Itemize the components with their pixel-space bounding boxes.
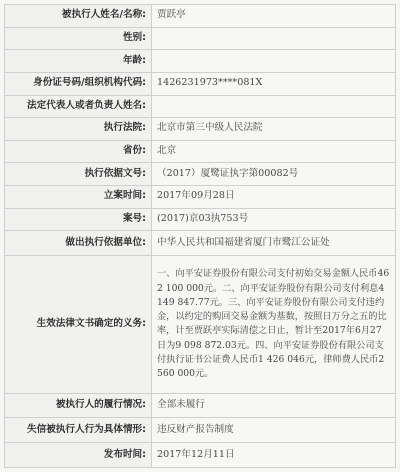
- row-basis-doc-no: [5, 163, 396, 186]
- value-publish-date: 2017年12月11日: [152, 443, 396, 468]
- label-gender: 性别:: [5, 27, 152, 50]
- row-name: [5, 5, 396, 28]
- label-obligations: 生效法律文书确定的义务:: [5, 255, 152, 393]
- row-court: [5, 118, 396, 141]
- value-case-no: (2017)京03执753号: [152, 208, 396, 231]
- row-legal-rep: [5, 95, 396, 118]
- label-dishonest-behavior: 失信被执行人行为具体情形:: [5, 418, 152, 443]
- row-case-no: [5, 208, 396, 231]
- value-province: 北京: [152, 140, 396, 163]
- value-court: 北京市第三中级人民法院: [152, 118, 396, 141]
- row-obligations: [5, 255, 396, 393]
- row-dishonest-behavior: [5, 418, 396, 443]
- value-legal-rep: [152, 95, 396, 118]
- value-age: [152, 50, 396, 73]
- row-performance: [5, 393, 396, 418]
- row-province: [5, 140, 396, 163]
- label-filing-date: 立案时间:: [5, 186, 152, 209]
- row-age: [5, 50, 396, 73]
- label-legal-rep: 法定代表人或者负责人姓名:: [5, 95, 152, 118]
- label-performance: 被执行人的履行情况:: [5, 393, 152, 418]
- label-province: 省份:: [5, 140, 152, 163]
- value-name: 贾跃亭: [152, 5, 396, 28]
- row-publish-date: [5, 443, 396, 468]
- value-issuing-unit: 中华人民共和国福建省厦门市鹭江公证处: [152, 231, 396, 256]
- label-issuing-unit: 做出执行依据单位:: [5, 231, 152, 256]
- label-publish-date: 发布时间:: [5, 443, 152, 468]
- value-gender: [152, 27, 396, 50]
- row-gender: [5, 27, 396, 50]
- value-id-number: 1426231973****081X: [152, 72, 396, 95]
- label-id-number: 身份证号码/组织机构代码:: [5, 72, 152, 95]
- value-performance: 全部未履行: [152, 393, 396, 418]
- row-issuing-unit: [5, 231, 396, 256]
- label-case-no: 案号:: [5, 208, 152, 231]
- label-court: 执行法院:: [5, 118, 152, 141]
- record-table: [4, 4, 396, 468]
- value-basis-doc-no: （2017）厦鹭证执字第00082号: [152, 163, 396, 186]
- label-name: 被执行人姓名/名称:: [5, 5, 152, 28]
- value-dishonest-behavior: 违反财产报告制度: [152, 418, 396, 443]
- value-filing-date: 2017年09月28日: [152, 186, 396, 209]
- label-age: 年龄:: [5, 50, 152, 73]
- value-obligations: 一、向平安证券股份有限公司支付初始交易金额人民币462 100 000元。二、向平安证券股份有限公司支付利息4 149 847.77元。三、向平安证券股份有限公司支付违约金，以约定的购回交易金额为基数，按照日万分之五的比率，计至贾跃亭实际清偿之日止，暂计至2017年6月27日为9 098 872.03元。四、向平安证券股份有限公司支付执行证书公证费人民币1 426 046元，律师费人民币2 560 000元。: [152, 255, 396, 393]
- row-id-number: [5, 72, 396, 95]
- row-filing-date: [5, 186, 396, 209]
- label-basis-doc-no: 执行依据文号:: [5, 163, 152, 186]
